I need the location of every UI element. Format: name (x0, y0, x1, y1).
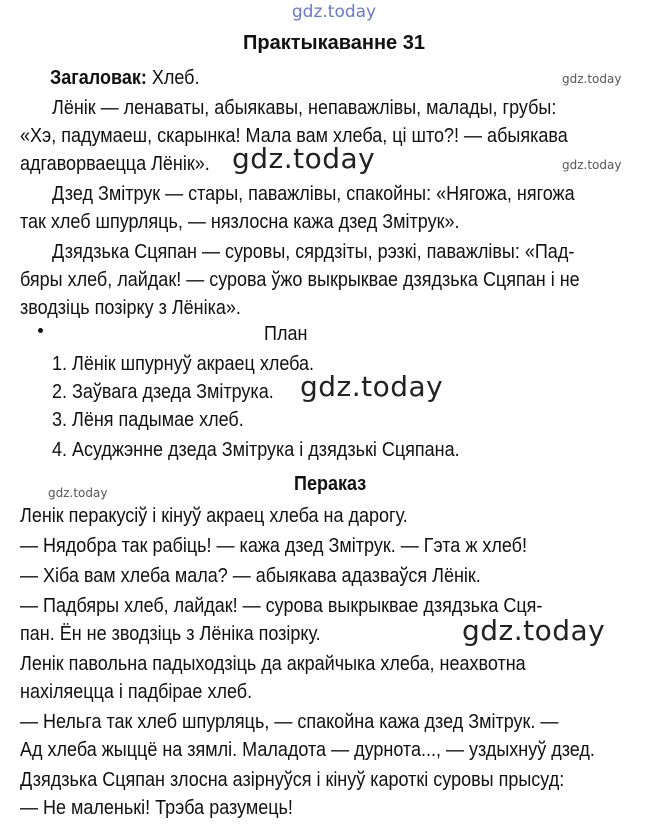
bullet-dot (38, 328, 43, 333)
text-line: так хлеб шпурляць, — нязлосна кажа дзед Змітрук». (20, 211, 460, 233)
plan-heading: План (264, 323, 308, 345)
text-line: — Нядобра так рабіць! — кажа дзед Змітрук. — Гэта ж хлеб! (20, 535, 527, 557)
text-line: адгаворваецца Лёнік». (20, 153, 210, 175)
text-line: Лёнік — ленаваты, абыякавы, непаважлівы, малады, грубы: (52, 97, 557, 119)
text-line: Дзед Змітрук — стары, паважлівы, спакойны: «Нягожа, нягожа (52, 183, 575, 205)
watermark-big: gdz.today (300, 370, 444, 403)
plan-item: 2. Заўвага дзеда Змітрука. (52, 381, 274, 403)
retelling-heading: Пераказ (294, 473, 367, 495)
watermark-top: gdz.today (291, 2, 377, 22)
text-line: «Хэ, падумаеш, скарынка! Мала вам хлеба, ці што?! — абыякава (20, 125, 568, 147)
heading-line (50, 66, 199, 90)
text-line: Ад хлеба жыццё на зямлі. Маладота — дурнота..., — уздыхнуў дзед. (20, 739, 595, 761)
watermark-small: gdz.today (562, 158, 622, 172)
watermark-small: gdz.today (562, 72, 622, 86)
heading-value: Хлеб. (151, 67, 200, 89)
text-line: — Не маленькі! Трэба разумець! (20, 797, 293, 819)
watermark-big: gdz.today (462, 614, 606, 647)
text-line: Ленік перакусіў і кінуў акраец хлеба на дарогу. (20, 505, 408, 527)
text-line: Дзядзька Сцяпан — суровы, сярдзіты, рэзкі, паважлівы: «Пад- (52, 241, 575, 263)
watermark-big: gdz.today (232, 142, 376, 175)
text-line: Ленік павольна падыходзіць да акрайчыка хлеба, неахвотна (20, 653, 526, 675)
plan-item: 1. Лёнік шпурнуў акраец хлеба. (52, 353, 315, 375)
watermark-small: gdz.today (48, 486, 108, 500)
heading-label: Загаловак: (50, 67, 147, 89)
plan-item: 3. Лёня падымае хлеб. (52, 409, 244, 431)
text-line: бяры хлеб, лайдак! — сурова ўжо выкрыквае дзядзька Сцяпан і не (20, 269, 580, 291)
text-line: нахіляецца і падбірае хлеб. (20, 681, 253, 703)
text-line: пан. Ён не зводзіць з Лёніка позірку. (20, 623, 321, 645)
text-line: — Падбяры хлеб, лайдак! — сурова выкрыквае дзядзька Сця- (20, 595, 543, 617)
text-line: — Нельга так хлеб шпурляць, — спакойна кажа дзед Змітрук. — (20, 711, 559, 733)
text-line: — Хіба вам хлеба мала? — абыякава адазваўся Лёнік. (20, 565, 481, 587)
text-line: зводзіць позірку з Лёніка». (20, 297, 241, 319)
plan-item: 4. Асуджэнне дзеда Змітрука і дзядзькі Сцяпана. (52, 439, 460, 461)
page-title: Практыкаванне 31 (243, 32, 425, 54)
text-line: Дзядзька Сцяпан злосна азірнуўся і кінуў кароткі суровы прысуд: (20, 769, 565, 791)
